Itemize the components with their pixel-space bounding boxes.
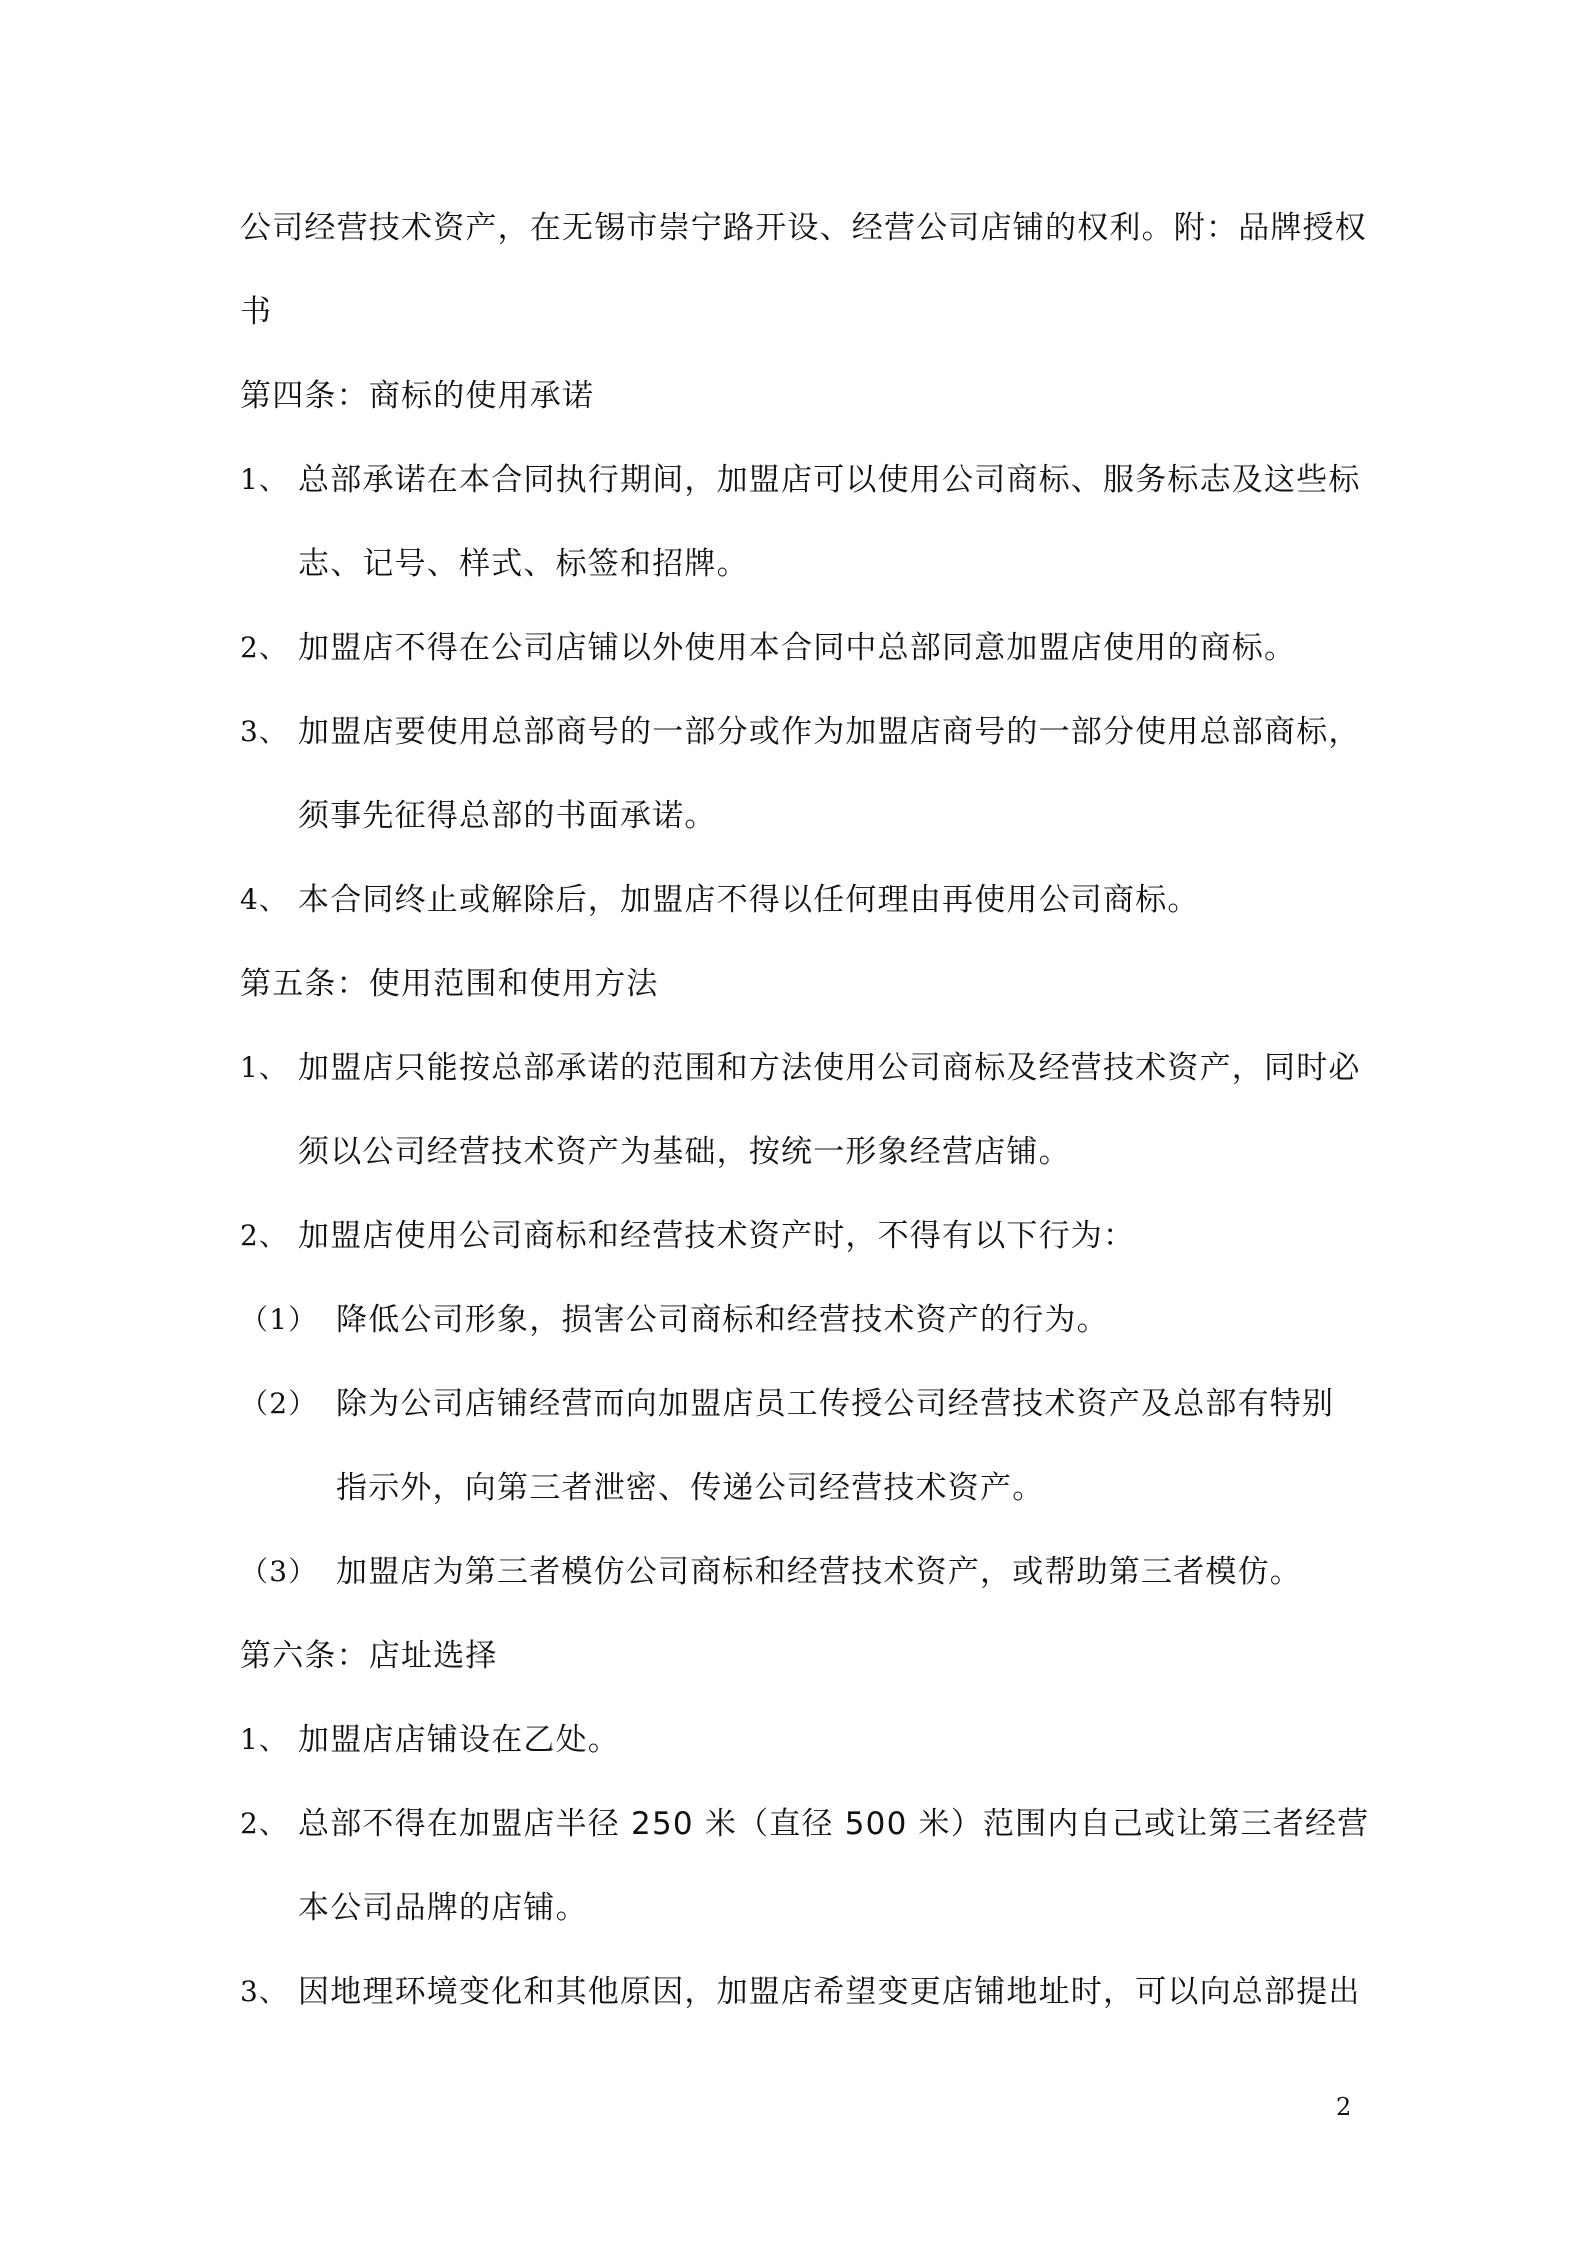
list-number: 2、	[240, 1807, 289, 1840]
list-text: 须以公司经营技术资产为基础，按统一形象经营店铺。	[298, 1134, 1071, 1170]
list-text: 须事先征得总部的书面承诺。	[298, 798, 717, 834]
list-text: 总部承诺在本合同执行期间，加盟店可以使用公司商标、服务标志及这些标	[298, 462, 1361, 498]
section-heading-text: 第六条：店址选择	[240, 1638, 498, 1674]
list-number: 1、	[240, 1723, 289, 1756]
sub-list-number: （1）	[240, 1303, 318, 1336]
sub-list-text: 除为公司店铺经营而向加盟店员工传授公司经营技术资产及总部有特别	[336, 1386, 1335, 1422]
page-number: 2	[1336, 2093, 1352, 2121]
sub-list-number: （3）	[240, 1555, 318, 1588]
paragraph-text: 公司经营技术资产，在无锡市崇宁路开设、经营公司店铺的权利。附：品牌授权	[240, 210, 1367, 246]
list-text: 因地理环境变化和其他原因，加盟店希望变更店铺地址时，可以向总部提出	[298, 1974, 1361, 2010]
sub-list-text: 降低公司形象，损害公司商标和经营技术资产的行为。	[336, 1302, 1109, 1338]
list-text: 加盟店不得在公司店铺以外使用本合同中总部同意加盟店使用的商标。	[298, 630, 1297, 666]
list-text: 加盟店使用公司商标和经营技术资产时，不得有以下行为：	[298, 1218, 1136, 1254]
list-text: 本公司品牌的店铺。	[298, 1890, 588, 1926]
sub-list-number: （2）	[240, 1387, 318, 1420]
list-number: 3、	[240, 715, 289, 748]
section-heading-text: 第五条：使用范围和使用方法	[240, 966, 659, 1002]
paragraph-text: 书	[240, 294, 273, 330]
list-number: 1、	[240, 463, 289, 496]
list-number: 4、	[240, 883, 289, 916]
list-number: 2、	[240, 631, 289, 664]
list-text: 本合同终止或解除后，加盟店不得以任何理由再使用公司商标。	[298, 882, 1200, 918]
list-number: 1、	[240, 1051, 289, 1084]
list-number: 2、	[240, 1219, 289, 1252]
list-number: 3、	[240, 1975, 289, 2008]
list-text: 总部不得在加盟店半径 250 米（直径 500 米）范围内自己或让第三者经营	[298, 1806, 1370, 1842]
section-heading-text: 第四条：商标的使用承诺	[240, 378, 595, 414]
list-text: 加盟店要使用总部商号的一部分或作为加盟店商号的一部分使用总部商标，	[298, 714, 1361, 750]
list-text: 加盟店只能按总部承诺的范围和方法使用公司商标及经营技术资产，同时必	[298, 1050, 1361, 1086]
sub-list-text: 指示外，向第三者泄密、传递公司经营技术资产。	[336, 1470, 1045, 1506]
list-text: 志、记号、样式、标签和招牌。	[298, 546, 749, 582]
sub-list-text: 加盟店为第三者模仿公司商标和经营技术资产，或帮助第三者模仿。	[336, 1554, 1302, 1590]
list-text: 加盟店店铺设在乙处。	[298, 1722, 620, 1758]
